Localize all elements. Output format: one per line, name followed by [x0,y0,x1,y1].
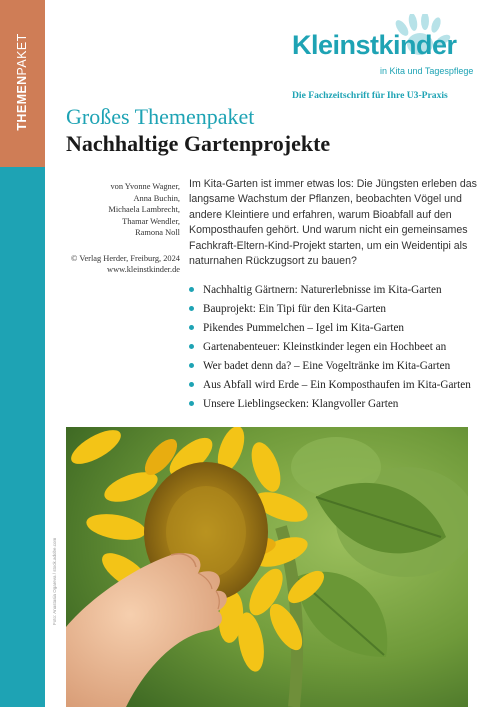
author-line: Thamar Wendler, [122,216,180,226]
publisher-info [70,253,180,275]
contents-item[interactable] [188,282,488,301]
page-kicker: Großes Themenpaket [66,104,255,129]
bullet-icon [189,363,194,368]
photo-credit: Foto: Anastasia Ogareva / stock.adobe.com [52,537,57,625]
bullet-icon [189,401,194,406]
author-list [78,181,180,239]
bullet-icon [189,306,194,311]
contents-item[interactable] [188,320,488,339]
sunflower-illustration [66,427,468,707]
contents-item-label: Unsere Lieblingsecken: Klangvoller Garten [203,398,399,410]
contents-item-label: Pikendes Pummelchen – Igel im Kita-Garten [203,322,405,334]
copyright-text: © Verlag Herder, Freiburg, 2024 [71,254,180,263]
contents-item-label: Bauprojekt: Ein Tipi für den Kita-Garten [203,303,387,315]
bullet-icon [189,382,194,387]
website-link[interactable]: www.kleinstkinder.de [107,265,180,274]
bullet-icon [189,287,194,292]
logo-tagline: Die Fachzeitschrift für Ihre U3-Praxis [292,90,448,101]
contents-list [188,282,488,415]
sidebar-tab [0,0,45,167]
cover-photo [66,427,468,707]
sidebar-bar [0,0,45,707]
contents-item[interactable] [188,339,488,358]
contents-item[interactable] [188,377,488,396]
sidebar-label-regular: PAKET [15,33,29,76]
page-title: Nachhaltige Gartenprojekte [66,131,331,156]
author-line: Michaela Lambrecht, [108,205,180,215]
bullet-icon [189,344,194,349]
contents-item-label: Nachhaltig Gärtnern: Naturerlebnisse im Kita-Garten [203,284,442,296]
contents-item-label: Gartenabenteuer: Kleinstkinder legen ein Hochbeet an [203,341,447,353]
contents-item[interactable] [188,396,488,415]
sidebar-label [15,33,29,130]
contents-item[interactable] [188,301,488,320]
logo-wordmark: Kleinstkinder [292,30,457,60]
contents-item-label: Aus Abfall wird Erde – Ein Komposthaufen im Kita-Garten [203,379,471,391]
author-line: Anna Buchin, [133,193,180,203]
logo-subline: in Kita und Tagespflege [380,66,474,76]
intro-paragraph: Im Kita-Garten ist immer etwas los: Die Jüngsten erleben das langsame Wachstum der Pflanzen, beobachten Vögel und andere Kleintiere und erfahren, warum Bioabfall auf den Komposthaufen gehört. Und warum nicht ein gemeinsames Fachkraft-Eltern-Kind-Projekt starten, um ein Weidentipi als naturnahen Rückzugsort zu bauen? [189,178,477,268]
contents-item[interactable] [188,358,488,377]
bullet-icon [189,325,194,330]
contents-item-label: Wer badet denn da? – Eine Vogeltränke im Kita-Garten [203,360,451,372]
brand-logo[interactable] [292,14,487,114]
sidebar-label-bold: THEMEN [15,75,29,131]
author-line: von Yvonne Wagner, [110,182,180,191]
author-line: Ramona Noll [135,228,180,238]
